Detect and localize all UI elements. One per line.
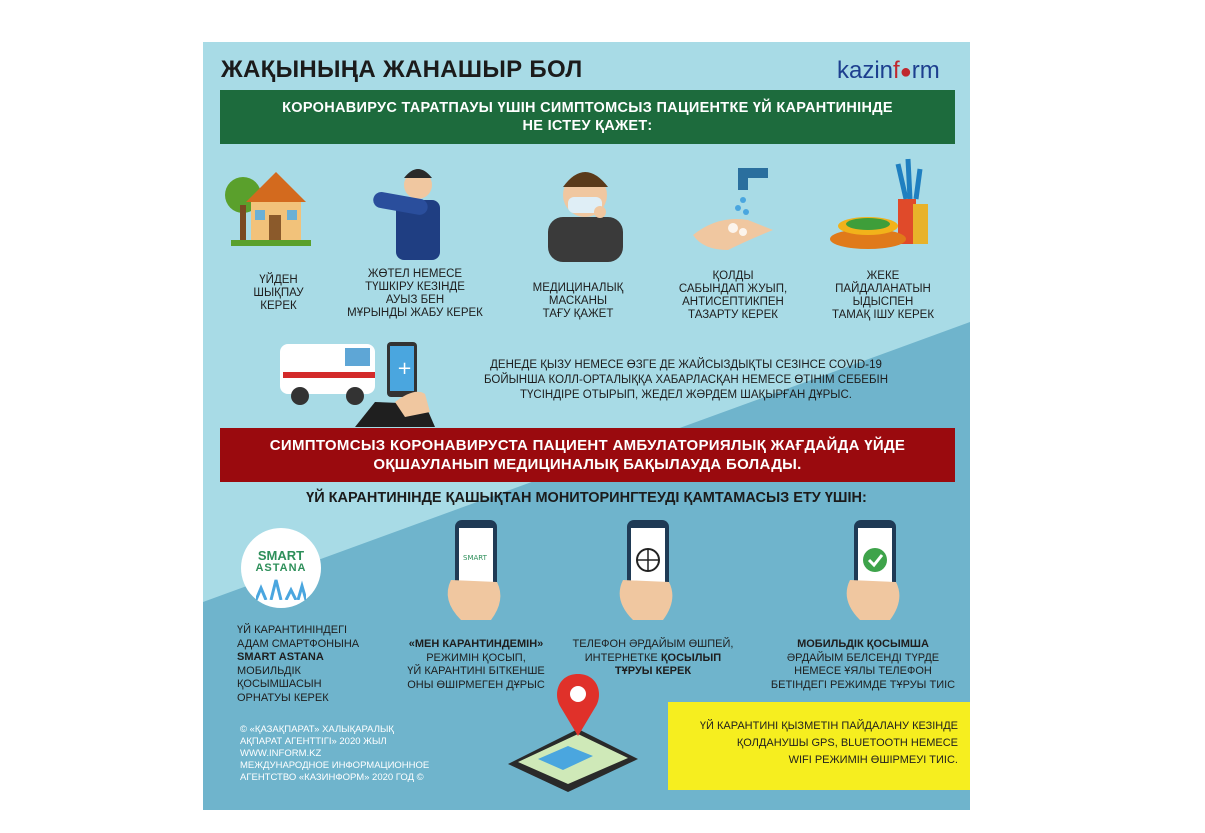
step-label: ҚОЛДЫ САБЫНДАП ЖУЫП, АНТИСЕПТИКПЕН ТАЗАРТУ КЕРЕК bbox=[678, 270, 788, 321]
smart-astana-logo: SMART ASTANA bbox=[241, 528, 321, 608]
svg-text:SMART: SMART bbox=[463, 554, 487, 562]
page-title: ЖАҚЫНЫҢА ЖАНАШЫР БОЛ bbox=[221, 56, 583, 83]
yellow-box-text: ҮЙ КАРАНТИНІ ҚЫЗМЕТІН ПАЙДАЛАНУ КЕЗІНДЕ ҚОЛДАНУШЫ GPS, BLUETOOTH НЕМЕСЕ WIFI РЕЖИМІН ӨШІРМЕУІ ТИІС. bbox=[699, 720, 958, 766]
phone-check-icon bbox=[840, 520, 910, 630]
monitoring-heading: ҮЙ КАРАНТИНІНДЕ ҚАШЫҚТАН МОНИТОРИНГТЕУДІ ҚАМТАМАСЫЗ ЕТУ ҮШІН: bbox=[306, 490, 867, 506]
globe-icon: ● bbox=[899, 61, 912, 83]
monitor-text-quarantine-mode: «МЕН КАРАНТИНДЕМІН» РЕЖИМІН ҚОСЫП, ҮЙ КАРАНТИНІ БІТКЕНШЕ ОНЫ ӨШІРМЕГЕН ДҰРЫС bbox=[407, 638, 545, 691]
house-icon bbox=[221, 160, 311, 255]
step-label: ЖЕКЕ ПАЙДАЛАНАТЫН ЫДЫСПЕН ТАМАҚ ІШУ КЕРЕК bbox=[831, 270, 935, 321]
kazinform-logo: kazinf●rm bbox=[837, 57, 940, 84]
step-label: ЖӨТЕЛ НЕМЕСЕ ТҮШКІРУ КЕЗІНДЕ АУЫЗ БЕН МҰРЫНДЫ ЖАБУ КЕРЕК bbox=[347, 268, 483, 319]
dishes-icon bbox=[828, 154, 938, 259]
step-label: ҮЙДЕН ШЫҚПАУ КЕРЕК bbox=[253, 274, 304, 312]
mask-icon bbox=[538, 157, 633, 262]
ambulance-instructions: ДЕНЕДЕ ҚЫЗУ НЕМЕСЕ ӨЗГЕ ДЕ ЖАЙСЫЗДЫҚТЫ СЕЗІНСЕ COVID-19 БОЙЫНША КОЛЛ-ОРТАЛЫҚҚА ХАБАРЛАСҚАН НЕМЕСЕ ӨТІНІМ СЕБЕБІН ТҮСІНДІРЕ ОТЫРЫП, ЖЕДЕЛ ЖӘРДЕМ ШАҚЫРҒАН ДҰРЫС. bbox=[483, 359, 889, 401]
phone-app-icon bbox=[441, 520, 511, 630]
monitor-text-mobile-app: МОБИЛЬДІК ҚОСЫМША ӘРДАЙЫМ БЕЛСЕНДІ ТҮРДЕ НЕМЕСЕ ҰЯЛЫ ТЕЛЕФОН БЕТІНДЕГІ РЕЖИМДЕ ТҰРУЫ ТИІС bbox=[770, 638, 956, 691]
phone-internet-icon bbox=[613, 520, 683, 630]
svg-text:+: + bbox=[397, 358, 413, 379]
copyright-text: © «ҚАЗАҚПАРАТ» ХАЛЫҚАРАЛЫҚ АҚПАРАТ АГЕНТТІГІ» 2020 ЖЫЛ WWW.INFORM.KZ МЕЖДУНАРОДНОЕ ИНФОРМАЦИОННОЕ АГЕНТСТВО «КАЗИНФОРМ» 2020 ГОД © bbox=[240, 724, 430, 783]
hand-wash-icon bbox=[688, 160, 788, 260]
infographic bbox=[203, 42, 970, 810]
red-banner: СИМПТОМСЫЗ КОРОНАВИРУСТА ПАЦИЕНТ АМБУЛАТОРИЯЛЫҚ ЖАҒДАЙДА ҮЙДЕ ОҚШАУЛАНЫП МЕДИЦИНАЛЫҚ БАҚЫЛАУДА БОЛАДЫ. bbox=[220, 428, 955, 482]
monitor-text-internet: ТЕЛЕФОН ӘРДАЙЫМ ӨШПЕЙ, ИНТЕРНЕТКЕ ҚОСЫЛЫП ТҰРУЫ КЕРЕК bbox=[572, 638, 734, 677]
green-banner: КОРОНАВИРУС ТАРАТПАУЫ ҮШІН СИМПТОМСЫЗ ПАЦИЕНТКЕ ҮЙ КАРАНТИНІНДЕ НЕ ІСТЕУ ҚАЖЕТ: bbox=[220, 90, 955, 144]
city-skyline-icon bbox=[256, 578, 306, 600]
ambulance-icon bbox=[275, 332, 450, 427]
cough-icon bbox=[368, 160, 468, 260]
map-pin-phone-icon bbox=[498, 674, 648, 792]
monitor-text-smart-astana: ҮЙ КАРАНТИНІНДЕГІ АДАМ СМАРТФОНЫНА SMART ASTANA МОБИЛЬДІК ҚОСЫМШАСЫН ОРНАТУЫ КЕРЕК bbox=[237, 624, 360, 704]
step-label: МЕДИЦИНАЛЫҚ МАСКАНЫ ТАҒУ ҚАЖЕТ bbox=[532, 282, 624, 320]
